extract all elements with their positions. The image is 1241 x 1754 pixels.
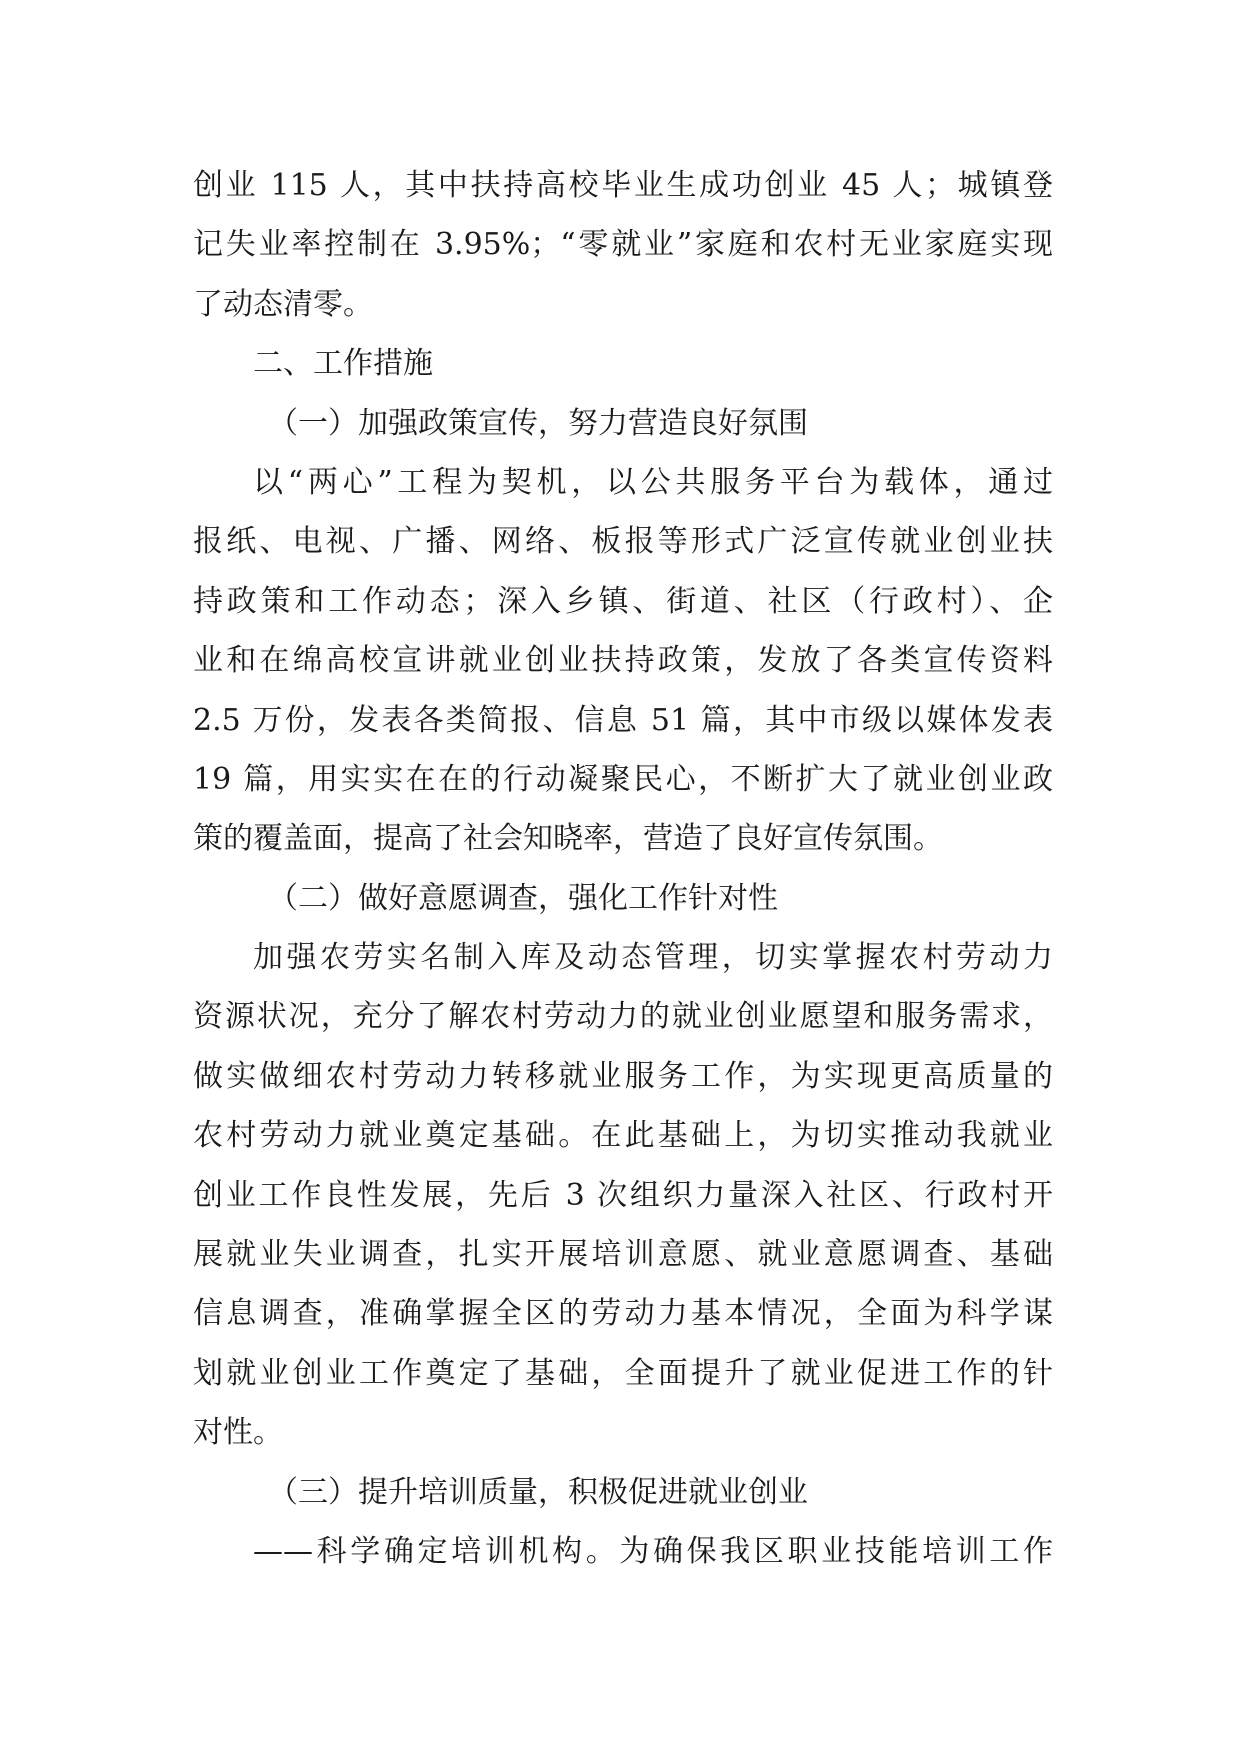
- text-line: 做实做细农村劳动力转移就业服务工作，为实现更高质量的: [193, 1058, 1053, 1094]
- subsection-heading: （二）做好意愿调查，强化工作针对性: [268, 880, 778, 916]
- text-line: 了动态清零。: [193, 286, 373, 322]
- text-line: 划就业创业工作奠定了基础，全面提升了就业促进工作的针: [193, 1355, 1053, 1391]
- text-line: 记失业率控制在 3.95%；“零就业”家庭和农村无业家庭实现: [193, 227, 1053, 263]
- text-line: 持政策和工作动态；深入乡镇、街道、社区（行政村）、企: [193, 583, 1053, 619]
- subsection-heading: （三）提升培训质量，积极促进就业创业: [268, 1474, 808, 1510]
- text-line: 创业工作良性发展，先后 3 次组织力量深入社区、行政村开: [193, 1177, 1053, 1213]
- text-line: 报纸、电视、广播、网络、板报等形式广泛宣传就业创业扶: [193, 524, 1053, 560]
- text-line: 创业 115 人，其中扶持高校毕业生成功创业 45 人；城镇登: [193, 168, 1053, 203]
- text-line: 展就业失业调查，扎实开展培训意愿、就业意愿调查、基础: [193, 1237, 1053, 1273]
- paragraph-first-line: 加强农劳实名制入库及动态管理，切实掌握农村劳动力: [253, 940, 1053, 976]
- text-line: 农村劳动力就业奠定基础。在此基础上，为切实推动我就业: [193, 1118, 1053, 1154]
- document-body: [193, 156, 1053, 1581]
- text-line: 2.5 万份，发表各类简报、信息 51 篇，其中市级以媒体发表: [193, 702, 1053, 738]
- text-line: 对性。: [193, 1415, 283, 1451]
- subsection-heading: （一）加强政策宣传，努力营造良好氛围: [268, 405, 808, 441]
- text-line: 资源状况，充分了解农村劳动力的就业创业愿望和服务需求，: [193, 999, 1053, 1035]
- section-heading: 二、工作措施: [253, 346, 433, 382]
- paragraph-first-line: ——科学确定培训机构。为确保我区职业技能培训工作: [253, 1533, 1053, 1569]
- text-line: 信息调查，准确掌握全区的劳动力基本情况，全面为科学谋: [193, 1296, 1053, 1332]
- text-line: 业和在绵高校宣讲就业创业扶持政策，发放了各类宣传资料: [193, 643, 1053, 679]
- text-line: 策的覆盖面，提高了社会知晓率，营造了良好宣传氛围。: [193, 821, 943, 857]
- text-line: 19 篇，用实实在在的行动凝聚民心，不断扩大了就业创业政: [193, 761, 1053, 797]
- paragraph-first-line: 以“两心”工程为契机，以公共服务平台为载体，通过: [253, 464, 1053, 500]
